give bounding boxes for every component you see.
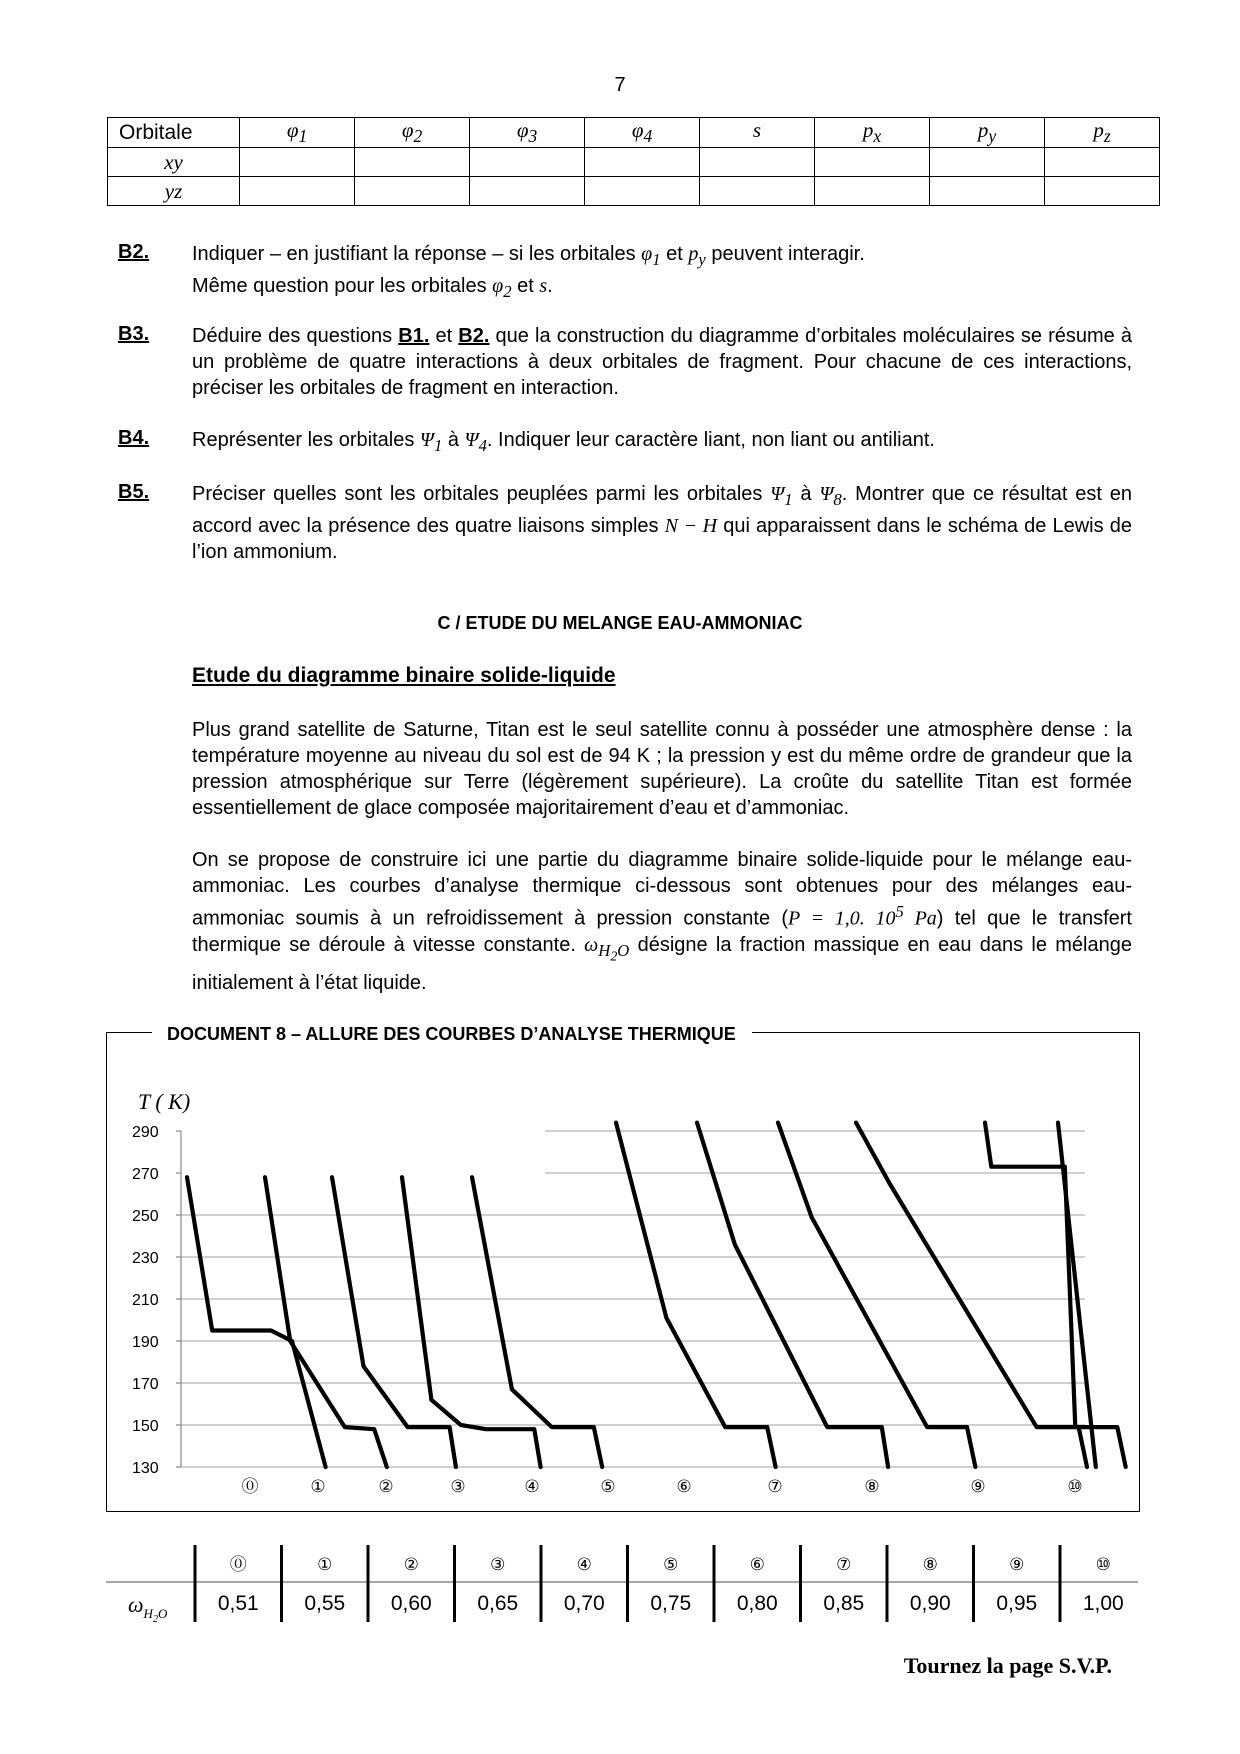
table-curve-label: ⑨ — [1009, 1555, 1025, 1575]
column-header: $\varphi_1$ — [240, 118, 355, 148]
chart-y-axis-label: T ( K) — [138, 1089, 191, 1114]
curve-label: ⓪ — [241, 1477, 259, 1497]
y-tick-label: 210 — [132, 1292, 159, 1309]
y-tick-label: 190 — [132, 1334, 159, 1351]
column-header: $\varphi_2$ — [355, 118, 470, 148]
table-fraction-value: 0,60 — [390, 1592, 432, 1615]
table-fraction-value: 0,85 — [823, 1592, 865, 1615]
table-fraction-value: 0,51 — [217, 1592, 259, 1615]
y-tick-label: 130 — [132, 1460, 159, 1477]
y-tick-label: 290 — [132, 1124, 159, 1141]
subheading: Etude du diagramme binaire solide-liquide — [192, 664, 616, 687]
table-curve-label: ① — [317, 1555, 333, 1575]
column-header: $p_y$ — [930, 118, 1045, 148]
curve-label: ③ — [450, 1477, 466, 1497]
curve-label: ⑤ — [600, 1477, 616, 1497]
table-fraction-value: 0,65 — [477, 1592, 519, 1615]
page-number: 7 — [614, 74, 626, 96]
curve-label: ⑧ — [864, 1477, 880, 1497]
footer-note: Tournez la page S.V.P. — [903, 1653, 1112, 1678]
column-header: $\varphi_4$ — [585, 118, 700, 148]
table-fraction-value: 0,75 — [650, 1592, 692, 1615]
column-header: $p_x$ — [815, 118, 930, 148]
table-fraction-value: 0,55 — [304, 1592, 346, 1615]
table-curve-label: ⑤ — [663, 1555, 679, 1575]
intro-paragraph-2: On se propose de construire ici une partie du diagramme binaire solide-liquide pour le mélange eau-ammoniac. Les courbes d’analyse thermique ci-dessous sont obtenues pour des mélanges eau-ammoniac soumis à un refroidissement à pression constante (P = 1,0. $10^5$ Pa) tel que le transfert thermique se déroule à vitesse constante. $\omega_{H_2O}$ désigne la fraction massique en eau dans le mélange initialement à l’état liquide. — [192, 849, 1132, 994]
intro-paragraph-1: Plus grand satellite de Saturne, Titan est le seul satellite connu à posséder une atmosphère dense : la température moyenne au niveau du sol est de 94 K ; la pression y est du même ordre de grandeur que la pression atmosphérique sur Terre (légèrement supérieure). La croûte du satellite Titan est formée essentiellement de glace composée majoritairement d’eau et d’ammoniac. — [192, 719, 1132, 819]
curve-label: ① — [310, 1477, 326, 1497]
table-fraction-value: 0,90 — [909, 1592, 951, 1615]
y-tick-label: 230 — [132, 1250, 159, 1267]
curve-label: ② — [378, 1477, 394, 1497]
table-fraction-value: 0,95 — [996, 1592, 1038, 1615]
question-b5-text: Préciser quelles sont les orbitales peuplées parmi les orbitales $\Psi_1$ à $\Psi_8$. Montrer que ce résultat est en accord avec la présence des quatre liaisons simples N − H qui apparaissent dans le schéma de Lewis de l’ion ammonium. — [192, 483, 1132, 563]
table-curve-label: ② — [403, 1555, 419, 1575]
section-title: C / ETUDE DU MELANGE EAU-AMMONIAC — [437, 613, 803, 633]
table-curve-label: ⑥ — [749, 1555, 765, 1575]
table-curve-label: ③ — [490, 1555, 506, 1575]
curve-label: ⑩ — [1067, 1477, 1083, 1497]
table-fraction-value: 0,80 — [736, 1592, 778, 1615]
column-header: $p_z$ — [1045, 118, 1160, 148]
question-label-b3: B3. — [118, 323, 150, 345]
table-curve-label: ⑦ — [836, 1555, 852, 1575]
row-label-yz: yz — [108, 177, 240, 206]
row-label-xy: xy — [108, 148, 240, 177]
column-header: $\varphi_3$ — [470, 118, 585, 148]
table-header-orbitale: Orbitale — [108, 118, 240, 148]
question-b3-text: Déduire des questions B1. et B2. que la construction du diagramme d’orbitales moléculaires se résume à un problème de quatre interactions à deux orbitales de fragment. Pour chacune de ces interactions, préciser les orbitales de fragment en interaction. — [192, 325, 1132, 399]
table-fraction-value: 0,70 — [563, 1592, 605, 1615]
question-label-b4: B4. — [118, 427, 150, 449]
question-b4-text: Représenter les orbitales $\Psi_1$ à $\Psi_4$. Indiquer leur caractère liant, non liant ou antiliant. — [192, 429, 935, 455]
curve-label: ⑦ — [767, 1477, 783, 1497]
table-curve-label: ⑧ — [922, 1555, 938, 1575]
question-b2-text: Indiquer – en justifiant la réponse – si les orbitales $\varphi_1$ et $p_y$ peuvent interagir. Même question pour les orbitales $\varphi_2$ et s. — [192, 243, 865, 301]
curve-label: ④ — [524, 1477, 540, 1497]
table-curve-label: ⑩ — [1095, 1555, 1111, 1575]
table-fraction-value: 1,00 — [1082, 1592, 1124, 1615]
y-tick-label: 250 — [132, 1208, 159, 1225]
question-label-b2: B2. — [118, 241, 150, 263]
fraction-row-label: $\omega_H2O$ — [128, 1592, 168, 1625]
table-curve-label: ④ — [576, 1555, 592, 1575]
table-curve-label: ⓪ — [229, 1555, 247, 1575]
y-tick-label: 170 — [132, 1376, 159, 1393]
fraction-table-cells — [106, 1545, 1147, 1622]
document-title: DOCUMENT 8 – ALLURE DES COURBES D’ANALYSE THERMIQUE — [152, 1024, 752, 1045]
curve-label: ⑨ — [970, 1477, 986, 1497]
question-label-b5: B5. — [118, 481, 150, 503]
y-tick-label: 270 — [132, 1166, 159, 1183]
curve-label: ⑥ — [676, 1477, 692, 1497]
column-header: s — [700, 118, 815, 148]
y-tick-label: 150 — [132, 1418, 159, 1435]
